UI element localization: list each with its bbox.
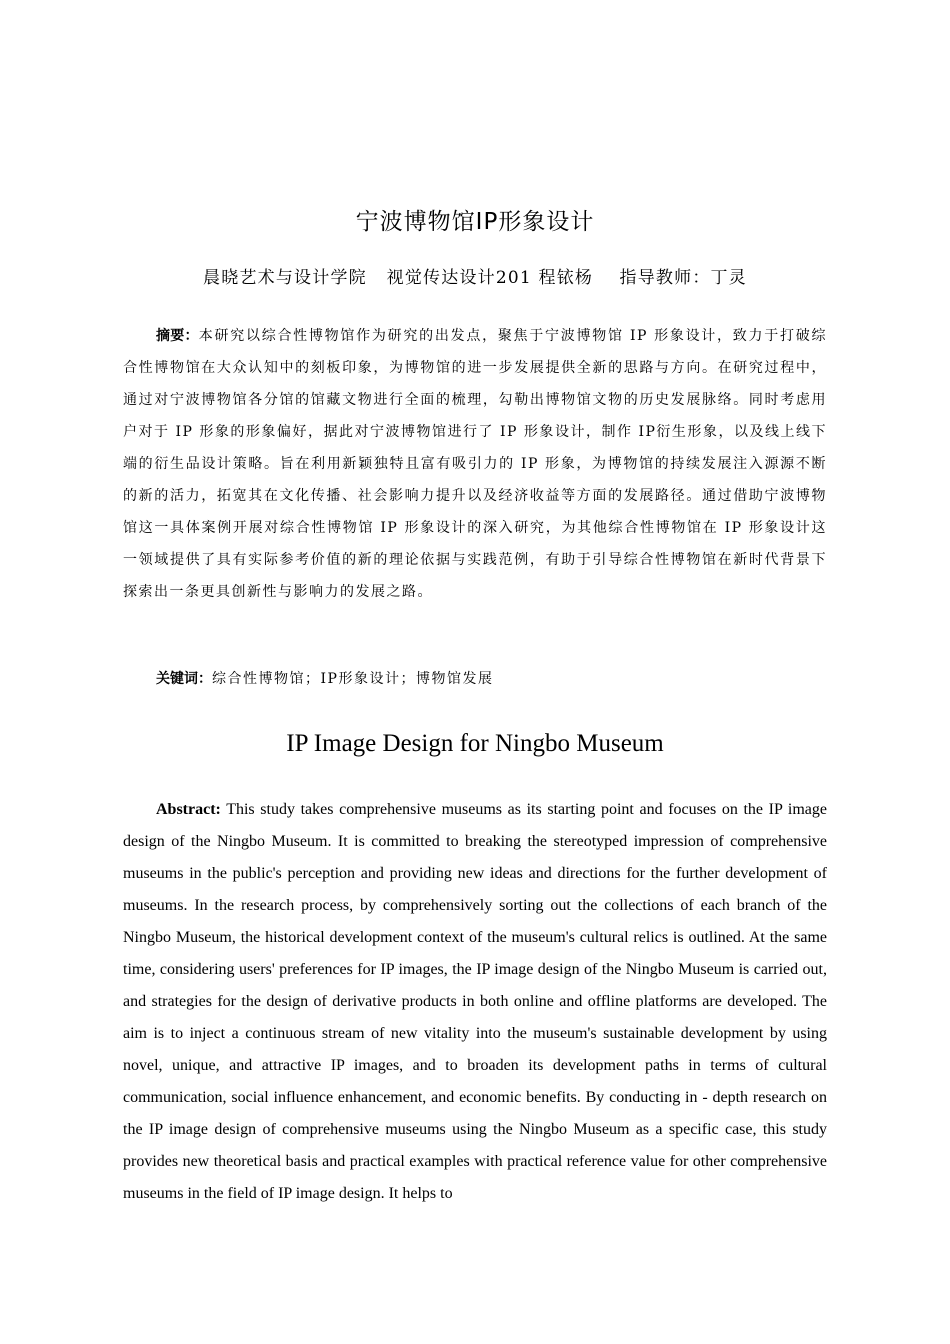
chinese-abstract — [123, 320, 827, 608]
chinese-keywords-label: 关键词： — [156, 671, 212, 687]
author-line: 晨晓艺术与设计学院 视觉传达设计201 程铱杨 指导教师：丁灵 — [203, 268, 747, 288]
chinese-abstract-label: 摘要： — [156, 328, 199, 344]
english-abstract — [123, 794, 827, 1210]
chinese-keywords-text: 综合性博物馆；IP形象设计；博物馆发展 — [212, 671, 494, 687]
english-title: IP Image Design for Ningbo Museum — [286, 730, 664, 757]
chinese-title: 宁波博物馆IP形象设计 — [355, 209, 595, 235]
english-abstract-label: Abstract: — [156, 801, 221, 818]
english-abstract-text: This study takes comprehensive museums as its starting point and focuses on the IP image design of the Ningbo Museum. It is committed to breaking the stereotyped impression of comprehensive museums in the public's perception and providing new ideas and directions for the further development of museums. In the research process, by comprehensively sorting out the collections of each branch of the Ningbo Museum, the historical development context of the museum's cultural relics is outlined. At the same time, considering users' preferences for IP images, the IP image design of the Ningbo Museum is carried out, and strategies for the design of derivative products in both online and offline platforms are developed. The aim is to inject a continuous stream of new vitality into the museum's sustainable development by using novel, unique, and attractive IP images, and to broaden its development paths in terms of cultural communication, social influence enhancement, and economic benefits. By conducting in - depth research on the IP image design of comprehensive museums using the Ningbo Museum as a specific case, this study provides new theoretical basis and practical examples with practical reference value for other comprehensive museums in the field of IP image design. It helps to — [123, 801, 827, 1202]
chinese-abstract-text: 本研究以综合性博物馆作为研究的出发点，聚焦于宁波博物馆 IP 形象设计，致力于打破综合性博物馆在大众认知中的刻板印象，为博物馆的进一步发展提供全新的思路与方向。在研究过程中，通过对宁波博物馆各分馆的馆藏文物进行全面的梳理，勾勒出博物馆文物的历史发展脉络。同时考虑用户对于 IP 形象的形象偏好，据此对宁波博物馆进行了 IP 形象设计，制作 IP衍生形象，以及线上线下端的衍生品设计策略。旨在利用新颖独特且富有吸引力的 IP 形象，为博物馆的持续发展注入源源不断的新的活力，拓宽其在文化传播、社会影响力提升以及经济收益等方面的发展路径。通过借助宁波博物馆这一具体案例开展对综合性博物馆 IP 形象设计的深入研究，为其他综合性博物馆在 IP 形象设计这一领域提供了具有实际参考价值的新的理论依据与实践范例，有助于引导综合性博物馆在新时代背景下探索出一条更具创新性与影响力的发展之路。 — [123, 328, 827, 600]
chinese-keywords — [123, 663, 827, 695]
